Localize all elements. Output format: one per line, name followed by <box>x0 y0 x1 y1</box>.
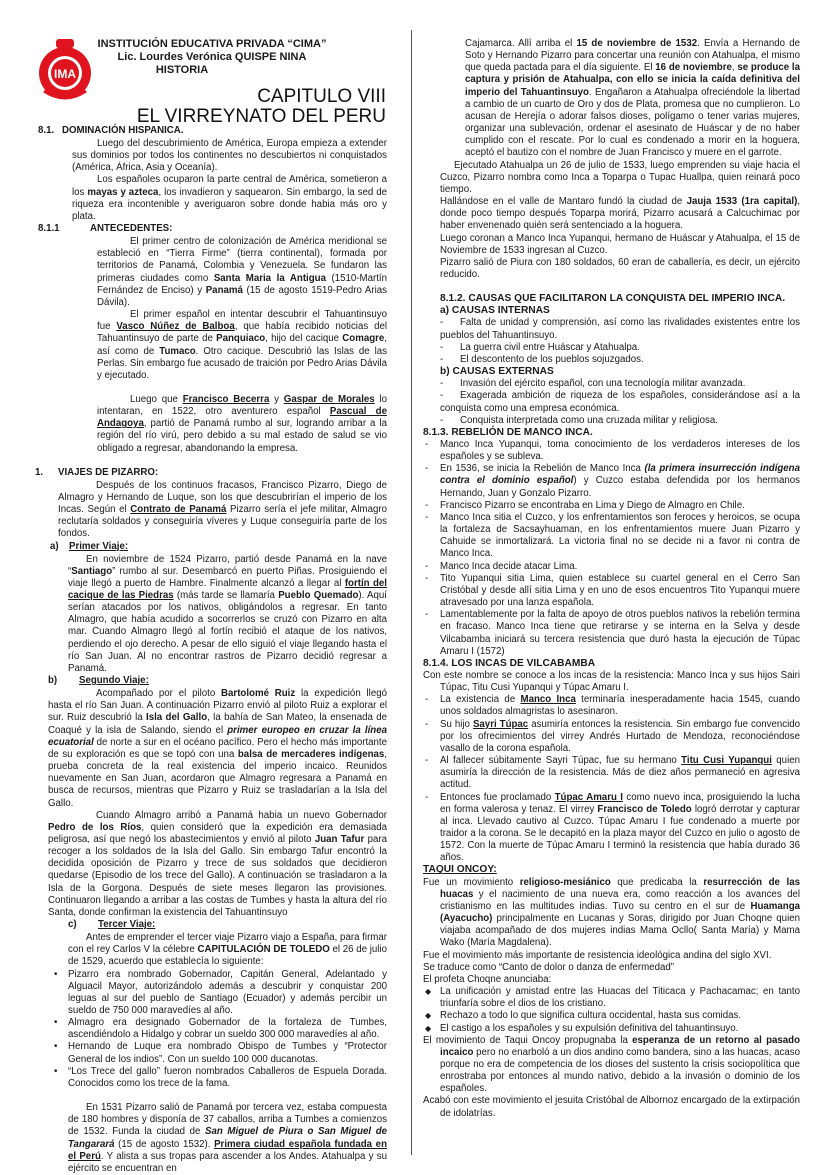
school-logo <box>32 35 98 103</box>
paragraph: Después de los continuos fracasos, Francisco Pizarro, Diego de Almagro y Hernando de Luque, son los que descubrirían el imperio de los Incas. Según el Contrato de Panamá Pizarro sería el jefe militar, Almagro reclutaría soldados y conseguiría víveres y Luque conseguiría parte de los fondos. <box>58 479 388 540</box>
section-number: 1. <box>35 466 44 478</box>
paragraph: El primer centro de colonización de América meridional se estableció en “Tierra Firme” (tierra continental), formada por territorios de Panamá, Colombia y Venezuela. Se fundaron las primeras ciudades como Santa Maria la Antigua (1510-Martín Fernández de Enciso) y Panamá (15 de agosto 1519-Pedro Arias Dávila). <box>97 236 387 308</box>
section-heading: 8.1.3. REBELIÓN DE MANCO INCA. <box>423 426 593 438</box>
list-item: - Manco Inca decide atacar Lima. <box>425 560 578 572</box>
paragraph: Cuando Almagro arribó a Panamá habia un nuevo Gobernador Pedro de los Ríos, quien consideró que la expedición era demasiada peligrosa, así que negó los abastecimientos y envió al piloto Juan Tafur para recoger a los soldados de la Isla del Gallo. Sin embargo Tafur encontró la decidida oposición de Pizarro y trece de sus soldados que decidieron quedarse (Episodio de los trece del Gallo). A continuación se trasladaron a la Isla de la Gorgona. Después de siete meses llegaron las provisiones. Continuaron llegando a arribar a las costas de Tumbes y hasta la altura del río Santa, donde confirman la existencia del Tahuantinsuyo <box>48 809 388 918</box>
emphasized-text: Titu Cusi Yupanqui <box>681 755 772 767</box>
emphasized-text: Contrato de Panamá <box>130 504 227 516</box>
bullet-icon: • <box>54 1041 58 1053</box>
emphasized-text: religioso-mesiánico <box>519 876 611 888</box>
paragraph: Fue un movimiento religioso-mesiánico que predicaba la resurrección de las huacas y el nacimiento de una nueva era, como reacción a los avances del cristianismo en las multitudes indias. Tuvo su centro en el sur de Huamanga (Ayacucho) principalmente en Lucanas y Soras, dirigido por Juan Choqne quien viajaba acompañado de dos mujeres indias Mama Ocllo( Santa María) y Mama Wako (María Magdalena). <box>423 876 800 949</box>
emphasized-text: se produce la captura y prisión de Atahualpa, con ello se inicia la caída definitiva del imperio del Tahuantinsuyo <box>465 62 800 98</box>
section-heading: b) CAUSAS EXTERNAS <box>440 366 554 378</box>
left-column-content <box>0 125 410 1175</box>
list-item: - Tito Yupanqui sitia Lima, quien establece su cuartel general en el Cerro San Cristóbal y desde allí sitia Lima y en uno de esos encuentros Tito Yupanqui muere atravesado por una lanza española. <box>425 572 800 609</box>
emphasized-text: Jauja 1533 (1ra capital) <box>686 196 798 208</box>
paragraph: Acompañado por el piloto Bartolomé Ruiz la expedición llegó hasta el río San Juan. A continuación Pizarro envió al piloto Ruiz a explorar el sur. Ruiz descubrió la Isla del Gallo, la bahía de San Mateo, la ensenada de Coaqué y la isla de Salando, siendo el primer europeo en cruzar la línea ecuatorial de norte a sur en el océano pacífico. Pero el hecho más importante de su exploración es que se topó con una balsa de mercaderes indígenas, prueba concreta de la real existencia del imperio incaico. Reunidos nuevamente en San Juan, acordaron que Almagro regresara a Panamá en busca de recursos, mientras que Pizarro y Ruiz se trasladarían a la Isla del Gallo. <box>48 688 387 809</box>
list-item: - La guerra civil entre Huáscar y Atahualpa. <box>440 341 640 353</box>
emphasized-text: esperanza de un retorno al pasado incaico <box>440 1034 801 1058</box>
list-item: ◆ El castigo a los españoles y su expulsión definitiva del tahuantinsuyo. <box>425 1022 739 1034</box>
emphasized-text: (la primera insurrección indígena contra el dominio español <box>440 463 800 487</box>
dash-icon: - <box>425 572 429 584</box>
emphasized-text: Francisco de Toledo <box>597 803 692 815</box>
paragraph: Luego del descubrimiento de América, Europa empieza a extender sus dominios por todos los continentes no descubiertos ni conquistados (América, África, Asia y Oceanía). <box>72 138 387 174</box>
list-item: - Manco Inca sitia el Cuzco, y los enfrentamientos son feroces y heroicos, se ocupa la fortaleza de Sacsayhuaman, en los enfrentamientos muere Juan Pizarro y Cahuide se inmortalizará. La victoria final no se decide ni a favor ni contra de Manco Inca. <box>425 511 800 560</box>
list-item: - Conquista interpretada como una cruzada militar y religiosa. <box>440 414 718 426</box>
emphasized-text: San Miguel de Piura o San Miguel de Tangarará <box>68 1126 387 1150</box>
section-heading: a) CAUSAS INTERNAS <box>440 305 550 317</box>
emphasized-text: primer europeo en cruzar la línea ecuatorial <box>48 724 387 748</box>
section-title: ANTECEDENTES: <box>90 223 173 235</box>
list-item: • Hernando de Luque era nombrado Obispo de Tumbes y “Protector General de los indios”. Con un sueldo 100 000 ducanotas. <box>54 1041 387 1065</box>
emphasized-text: Pedro de los Ríos <box>48 821 142 833</box>
dash-icon: - <box>440 390 444 402</box>
emphasized-text: Manco Inca <box>520 694 576 706</box>
dash-icon: - <box>440 317 444 329</box>
section-number: c) <box>68 919 77 931</box>
emphasized-text: Francisco Becerra <box>182 393 270 405</box>
spacer <box>412 281 828 293</box>
dash-icon: - <box>440 353 444 365</box>
emphasized-text: Huamanga (Ayacucho) <box>440 900 800 925</box>
section-heading: 8.1.4. LOS INCAS DE VILCABAMBA <box>423 657 596 669</box>
emphasized-text: Pascual de Andagoya <box>97 406 387 430</box>
list-item: • Almagro era designado Gobernador de la fortaleza de Tumbes, ascendiéndolo a Hidalgo y cobrar un sueldo 300 000 maravedíes al año. <box>54 1017 387 1041</box>
section-title: Tercer Viaje: <box>98 919 156 931</box>
section-number: a) <box>50 540 59 552</box>
emphasized-text: fortín del cacique de las Piedras <box>68 577 388 601</box>
section-heading <box>0 675 410 688</box>
section-heading: TAQUI ONCOY: <box>423 864 497 876</box>
section-number: 8.1. <box>38 125 55 136</box>
emphasized-text: Juan Tafur <box>314 833 365 845</box>
list-item: - Francisco Pizarro se encontraba en Lima y Diego de Almagro en Chile. <box>425 499 745 511</box>
spacer <box>0 382 410 394</box>
emphasized-text: CAPITULACIÓN DE TOLEDO <box>197 944 330 956</box>
section-heading <box>0 541 410 554</box>
paragraph: Hallándose en el valle de Mantaro fundó la ciudad de Jauja 1533 (1ra capital), donde poco tiempo después Toparpa morirá, Pizarro acusará a Calcuchimac por haber envenenado quién será sentenciado a la hoguera. <box>440 196 801 232</box>
logo-text: IMA <box>54 67 76 81</box>
emphasized-text: Bartolomé Ruiz <box>221 688 296 700</box>
paragraph: Acabó con este movimiento el jesuita Cristóbal de Albornoz encargado de la extirpación de idolatrías. <box>423 1095 800 1119</box>
institution-name: INSTITUCIÓN EDUCATIVA PRIVADA “CIMA” <box>97 38 327 50</box>
emphasized-text: 15 de noviembre de 1532 <box>576 38 698 49</box>
paragraph: Fue el movimiento más importante de resistencia ideológica andina del siglo XVI. <box>423 949 772 961</box>
list-item: - La existencia de Manco Inca terminaría inesperadamente hacia 1545, cuando unos soldados almagristas lo asesinaron. <box>425 694 800 718</box>
paragraph: El primer español en intentar descubrir el Tahuantinsuyo fue Vasco Núñez de Balboa, que había recibido noticias del Tahuantinsuyo de parte de Panquiaco, hijo del cacique Comagre, así como de Tumaco. Otro cacique. Descubrió las Islas de las Perlas. Sin embargo fue acusado de traición por Pedro Arias Dávila y ejecutado. <box>97 309 388 381</box>
dash-icon: - <box>425 791 429 803</box>
paragraph: Con este nombre se conoce a los incas de la resistencia: Manco Inca y sus hijos Sairi Túpac, Titu Cusi Yupanqui y Túpac Amaru I. <box>423 669 800 694</box>
paragraph: Luego que Francisco Becerra y Gaspar de Morales lo intentaran, en 1522, otro aventurero español Pascual de Andagoya, partió de Panamá rumbo al sur, logrando arribar a la región del río virú, pero debido a su mal estado de salud se vio obligado a regresar, abandonando la empresa. <box>97 393 388 454</box>
dash-icon: - <box>425 560 429 572</box>
emphasized-text: resurrección de las huacas <box>440 876 800 900</box>
list-item: - El descontento de los pueblos sojuzgados. <box>440 353 644 365</box>
emphasized-text: Panquiaco <box>216 333 266 345</box>
section-heading: 8.1.2. CAUSAS QUE FACILITARON LA CONQUISTA DEL IMPERIO INCA. <box>440 293 786 305</box>
dash-icon: - <box>425 609 429 621</box>
dash-icon: - <box>425 694 429 706</box>
emphasized-text: Santiago <box>71 565 113 577</box>
section-title: VIAJES DE PIZARRO: <box>58 466 159 478</box>
paragraph: En 1531 Pizarro salió de Panamá por tercera vez, estaba compuesta de 180 hombres y disponía de 37 caballos, arriba a Tumbes a comienzos de 1532. Funda la ciudad de San Miguel de Piura o San Miguel de Tangarará (15 de agosto 1532). Primera ciudad española fundada en el Perú. Y alista a sus tropas para ascender a los Andes. Atahualpa y su ejército se encuentran en <box>68 1102 387 1174</box>
dash-icon: - <box>440 378 444 390</box>
emphasized-text: Comagre <box>342 333 385 345</box>
section-title: DOMINACIÓN HISPANICA. <box>62 125 184 136</box>
dash-icon: - <box>425 463 429 475</box>
list-item: - Lamentablemente por la falta de apoyo de otros pueblos nativos la rebelión termina en fracaso. Manco Inca tiene que retirarse y se interna en la Selva y desde Vilcabamba iniciará su tercera resistencia que duró hasta la ejecución de Túpac Amaru I (1572) <box>425 609 800 657</box>
paragraph: Antes de emprender el tercer viaje Pizarro viajo a España, para firmar con el rey Carlos V la célebre CAPITULACIÓN DE TOLEDO el 26 de julio de 1529, acuerdo que establecía lo siguiente: <box>68 932 387 968</box>
section-heading <box>0 125 410 138</box>
list-item: ◆ La unificación y amistad entre las Huacas del Titicaca y Pachacamac; en tanto triunfaría sobre el dios de los cristiano. <box>425 986 800 1010</box>
emphasized-text: Primera ciudad española fundada en el Perú <box>68 1138 387 1162</box>
section-heading <box>0 467 410 480</box>
paragraph: En noviembre de 1524 Pizarro, partió desde Panamá en la nave “Santiago” rumbo al sur. Desembarcó en puerto Piñas. Prosiguiendo el viaje llegó a puerto de Hambre. Finalmente alcanzó a llegar al fortín del cacique de las Piedras (más tarde se llamaría Pueblo Quemado). Aquí serían atacados por los nativos, obligándolos a regresar. En tanto Almagro, que había acudido a socorrerlos se cruzó con Pizarro en alta mar. Cuando Almagro llegó al fortín recibió el ataque de los nativos, perdiendo el ojo derecho. A pesar de ello siguió el viaje llegando hasta el río San Juan. Al no encontrar rastros de Pizarro decidió regresar a Panamá. <box>68 553 388 674</box>
emphasized-text: Sayri Túpac <box>472 718 529 730</box>
list-item: • Pizarro era nombrado Gobernador, Capitán General, Adelantado y Alguacil Mayor, autorizándolo además a descubrir y conquistar 200 leguas al sur del pueblo de Santiago (Ecuador) y además percibir un sueldo de 750 000 maravedíes al año. <box>54 968 387 1016</box>
emphasized-text: balsa de mercaderes indígenas <box>237 748 385 760</box>
paragraph: Pizarro salió de Piura con 180 soldados, 60 eran de caballería, es decir, un ejército reducido. <box>440 256 800 280</box>
paragraph: El profeta Choqne anunciaba: <box>423 973 552 985</box>
diamond-bullet-icon: ◆ <box>425 1011 432 1021</box>
section-title: Primer Viaje: <box>69 540 129 552</box>
diamond-bullet-icon: ◆ <box>425 1023 432 1033</box>
dash-icon: - <box>425 718 429 730</box>
list-item: ◆ Rechazo a todo lo que significa cultura occidental, hasta sus comidas. <box>425 1010 742 1022</box>
section-title: Segundo Viaje: <box>79 675 149 687</box>
section-number: 8.1.1 <box>38 223 60 235</box>
paragraph: Los españoles ocuparon la parte central de América, sometieron a los mayas y azteca, los invadieron y saquearon. Sin embargo, la sed de riqueza era incontenible y averiguaron sobre donde habia más oro y plata. <box>72 174 387 222</box>
bullet-icon: • <box>54 968 58 980</box>
section-number: b) <box>48 675 58 687</box>
spacer <box>0 1090 410 1102</box>
emphasized-text: 16 de noviembre <box>655 62 732 74</box>
right-column-content <box>412 38 828 1120</box>
dash-icon: - <box>425 439 429 450</box>
emphasized-text: Vasco Núñez de Balboa <box>116 321 235 333</box>
list-item: • “Los Trece del gallo” fueron nombrados Caballeros de Espuela Dorada. Conocidos como los trece de la fama. <box>54 1065 387 1089</box>
list-item: - Manco Inca Yupanqui, toma conocimiento de los verdaderos intereses de los españoles y se subleva. <box>425 439 800 463</box>
dash-icon: - <box>425 511 429 523</box>
paragraph: Luego coronan a Manco Inca Yupanqui, hermano de Huáscar y Atahualpa, el 15 de Noviembre de 1533 ingresan al Cuzco. <box>440 232 800 256</box>
list-item: - Su hijo Sayri Túpac asumiría entonces la resistencia. Sin embargo fue convencido por los ofrecimientos del virrey Andrés Hurtado de Mendoza, reconociéndose vasallo de la corona española. <box>425 718 801 754</box>
teacher-name: Lic. Lourdes Verónica QUISPE NINA <box>117 51 307 63</box>
emphasized-text: Gaspar de Morales <box>283 393 375 405</box>
list-item: - Exagerada ambición de riqueza de los españoles, considerándose así a la conquista como una empresa económica. <box>440 390 800 414</box>
emphasized-text: Panamá <box>205 284 243 296</box>
emphasized-text: mayas y azteca <box>87 186 159 198</box>
list-item: - Entonces fue proclamado Túpac Amaru I como nuevo inca, prosiguiendo la lucha en forma valerosa y tenaz. El virrey Francisco de Toledo logró derrotar y capturar al inca. Llevado cautivo al Cuzco. Túpac Amaru I fue condenado a muerte por traidor a la corona. Se le decapitó en la plaza mayor del Cuzco en julio o agosto de 1572. Con la muerte de Túpac Amaru I terminó la resistencia que había durado 36 años. <box>425 791 800 864</box>
dash-icon: - <box>440 341 444 353</box>
subject-name: HISTORIA <box>155 64 209 76</box>
emphasized-text: Túpac Amaru I <box>554 791 623 803</box>
paragraph: Cajamarca. Allí arriba el 15 de noviembre de 1532. Envía a Hernando de Soto y Hernando Pizarro para concertar una reunión con Atahualpa, el mismo que queda pactada para el día siguiente. El 16 de noviembre, se produce la captura y prisión de Atahualpa, con ello se inicia la caída definitiva del imperio del Tahuantinsuyo. Engañaron a Atahualpa ofreciéndole la libertad a cambio de un cuarto de Oro y dos de Plata, promesa que no cumplieron. Lo acusan de Herejía o adorar falsos dioses, polígamo o tener varias mujeres, organizar una sublevación, ordenar el asesinato de Huáscar y de no haber cumplido con el rescate. Por lo cual es condenado a morir en la hoguera, aceptó el bautizo con el nombre de Juan Francisco y muere en el garrote. <box>465 38 800 159</box>
list-item: - Al fallecer súbitamente Sayri Túpac, fue su hermano Titu Cusi Yupanqui quien asumiría la dirección de la resistencia. Más de diez años permaneció en agresiva actitud. <box>425 755 800 791</box>
bullet-icon: • <box>54 1017 58 1029</box>
emphasized-text: Pueblo Quemado <box>278 590 359 601</box>
diamond-bullet-icon: ◆ <box>425 987 432 997</box>
emphasized-text: Isla del Gallo <box>146 712 208 724</box>
section-heading <box>0 223 410 236</box>
list-item: - En 1536, se inicia la Rebelión de Manco Inca (la primera insurrección indígena contra el dominio español) y Cuzco estaba defendida por los hermanos Hernando, Juan y Gonzalo Pizarro. <box>425 463 800 499</box>
paragraph: Se traduce como “Canto de dolor o danza de enfermedad” <box>423 961 674 973</box>
paragraph: El movimiento de Taqui Oncoy propugnaba la esperanza de un retorno al pasado incaico pero no enarboló a un dios andino como bandera, sino a las huacas, acaso porque no era de competencia de los dioses del sustento la crisis sociopolítica que enrostraba por entonces al mundo nativo, debido a la invasión o dominio de los españoles. <box>423 1034 801 1095</box>
dash-icon: - <box>425 499 429 511</box>
emphasized-text: Santa Maria la Antigua <box>213 272 326 284</box>
emphasized-text: Tumaco <box>159 345 196 357</box>
paragraph: Ejecutado Atahualpa un 26 de julio de 1533, luego emprenden su viaje hacia el Cuzco, Pizarro nombra como Inca a Toparpa o Tupac Huallpa, quien reinará poco tiempo. <box>440 159 800 195</box>
list-item: - Invasión del ejército español, con una tecnología militar avanzada. <box>440 378 746 390</box>
dash-icon: - <box>440 414 444 426</box>
chapter-title: EL VIRREYNATO DEL PERU <box>136 106 386 127</box>
list-item: - Falta de unidad y comprensión, así como las rivalidades existentes entre los pueblos del Tahuantinsuyo. <box>440 317 800 341</box>
bullet-icon: • <box>54 1065 58 1077</box>
spacer <box>0 455 410 467</box>
section-heading <box>0 919 410 932</box>
chapter-number: CAPITULO VIII <box>257 86 386 107</box>
dash-icon: - <box>425 755 429 767</box>
